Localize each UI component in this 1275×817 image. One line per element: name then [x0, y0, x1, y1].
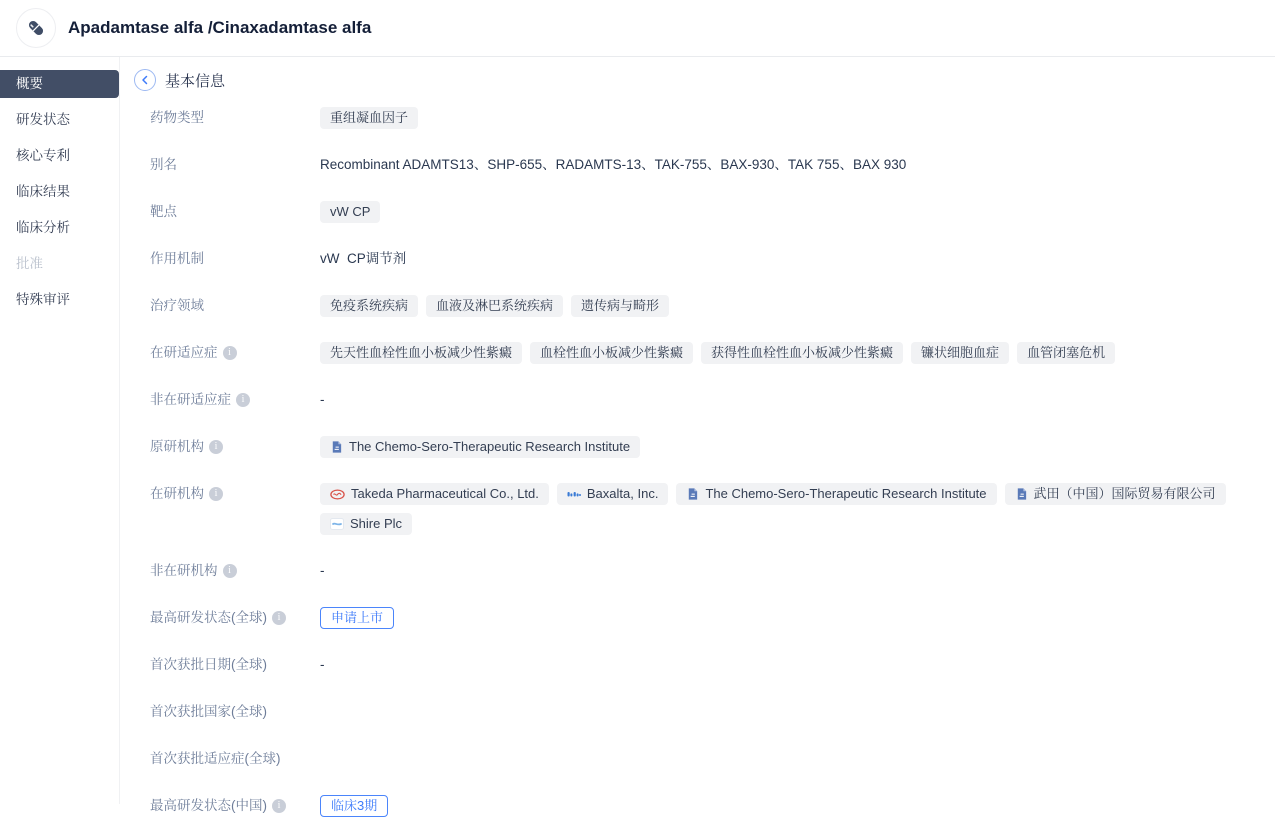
shire-logo-icon — [330, 518, 344, 530]
field-value-active-indications — [320, 342, 1267, 364]
status-tag[interactable]: 申请上市 — [320, 607, 394, 629]
drug-capsule-icon — [16, 8, 56, 48]
info-icon[interactable]: i — [209, 440, 223, 454]
field-label-highest-status-china — [150, 795, 320, 814]
field-label-inactive-orgs — [150, 560, 320, 579]
field-label-inactive-indications — [150, 389, 320, 408]
field-value-mechanism — [320, 248, 1267, 267]
org-name: The Chemo-Sero-Therapeutic Research Institute — [349, 439, 631, 454]
field-row-therapy-areas — [150, 295, 1267, 317]
sidebar-item-special-review[interactable]: 特殊审评 — [16, 292, 70, 307]
sidebar-item-approval: 批准 — [16, 256, 43, 271]
field-label-aliases — [150, 154, 320, 173]
field-label-therapy-areas — [150, 295, 320, 314]
page-title: Apadamtase alfa /Cinaxadamtase alfa — [68, 18, 372, 37]
chevron-left-icon — [139, 74, 151, 86]
status-tag[interactable]: 临床3期 — [320, 795, 388, 817]
sidebar-item-clinical-analysis[interactable]: 临床分析 — [16, 220, 70, 235]
field-value-therapy-areas — [320, 295, 1267, 317]
field-row-first-approval-date-global — [150, 654, 1267, 676]
tag[interactable]: 获得性血栓性血小板减少性紫癜 — [701, 342, 903, 364]
field-label-text: 别名 — [150, 157, 177, 172]
document-icon — [330, 440, 343, 454]
field-label-mechanism — [150, 248, 320, 267]
field-text: - — [320, 657, 325, 672]
info-icon[interactable]: i — [272, 799, 286, 813]
baxalta-logo-icon — [567, 489, 581, 499]
tag[interactable]: 血栓性血小板减少性紫癜 — [530, 342, 693, 364]
sidebar-item-clinical-results[interactable]: 临床结果 — [16, 184, 70, 199]
sidebar-item-core-patents[interactable]: 核心专利 — [16, 148, 70, 163]
field-label-active-orgs — [150, 483, 320, 502]
field-label-text: 首次获批适应症(全球) — [150, 751, 281, 766]
field-value-inactive-indications — [320, 389, 1267, 408]
tag[interactable]: 血液及淋巴系统疾病 — [426, 295, 563, 317]
tag[interactable]: 先天性血栓性血小板减少性紫癜 — [320, 342, 522, 364]
field-label-text: 非在研适应症 — [150, 392, 231, 407]
org-tag[interactable] — [320, 483, 549, 505]
field-value-drug-type — [320, 107, 1267, 129]
info-icon[interactable]: i — [223, 346, 237, 360]
field-label-text: 首次获批国家(全球) — [150, 704, 267, 719]
org-name: Takeda Pharmaceutical Co., Ltd. — [351, 486, 539, 501]
field-label-drug-type — [150, 107, 320, 126]
field-row-originator-org — [150, 436, 1267, 458]
tag[interactable]: 遗传病与畸形 — [571, 295, 669, 317]
sidebar-item-rd-status[interactable]: 研发状态 — [16, 112, 70, 127]
basic-info-fields — [134, 107, 1267, 817]
field-row-inactive-orgs — [150, 560, 1267, 582]
field-text: vW CP调节剂 — [320, 251, 407, 266]
field-label-text: 非在研机构 — [150, 563, 218, 578]
field-text: - — [320, 563, 325, 578]
info-icon[interactable]: i — [223, 564, 237, 578]
takeda-logo-icon — [330, 489, 345, 500]
field-label-text: 作用机制 — [150, 251, 204, 266]
field-row-highest-status-china — [150, 795, 1267, 817]
sidebar-item-overview[interactable]: 概要 — [0, 70, 119, 98]
main-content — [120, 57, 1275, 813]
tag[interactable]: vW CP — [320, 201, 380, 223]
sidebar — [0, 57, 120, 804]
section-title: 基本信息 — [165, 72, 226, 90]
field-value-active-orgs — [320, 483, 1267, 535]
info-icon[interactable]: i — [236, 393, 250, 407]
field-label-text: 治疗领域 — [150, 298, 204, 313]
field-row-aliases — [150, 154, 1267, 176]
field-value-highest-status-china — [320, 795, 1267, 817]
field-label-originator-org — [150, 436, 320, 455]
page-header — [0, 0, 1275, 57]
field-text: - — [320, 392, 325, 407]
field-label-first-approval-date-global — [150, 654, 320, 673]
tag[interactable]: 镰状细胞血症 — [911, 342, 1009, 364]
section-head — [134, 69, 1267, 91]
org-tag[interactable] — [676, 483, 996, 505]
field-label-text: 首次获批日期(全球) — [150, 657, 267, 672]
collapse-sidebar-button[interactable] — [134, 69, 156, 91]
tag[interactable]: 血管闭塞危机 — [1017, 342, 1115, 364]
org-name: The Chemo-Sero-Therapeutic Research Institute — [705, 486, 987, 501]
field-label-text: 在研机构 — [150, 486, 204, 501]
org-name: Shire Plc — [350, 516, 403, 531]
field-label-text: 最高研发状态(中国) — [150, 798, 267, 813]
field-label-text: 药物类型 — [150, 110, 204, 125]
field-text: Recombinant ADAMTS13、SHP-655、RADAMTS-13、TAK-755、BAX-930、TAK 755、BAX 930 — [320, 157, 907, 172]
field-row-targets — [150, 201, 1267, 223]
org-tag[interactable] — [320, 436, 640, 458]
field-row-active-indications — [150, 342, 1267, 364]
field-row-drug-type — [150, 107, 1267, 129]
tag[interactable]: 重组凝血因子 — [320, 107, 418, 129]
org-name: Baxalta, Inc. — [586, 486, 659, 501]
field-label-first-approval-indication-global — [150, 748, 320, 767]
field-row-highest-status-global — [150, 607, 1267, 629]
field-value-targets — [320, 201, 1267, 223]
field-value-aliases — [320, 154, 1267, 173]
org-tag[interactable] — [557, 483, 669, 505]
org-tag[interactable] — [320, 513, 412, 535]
field-label-text: 原研机构 — [150, 439, 204, 454]
org-tag[interactable] — [1005, 483, 1226, 505]
field-label-text: 在研适应症 — [150, 345, 218, 360]
document-icon — [686, 487, 699, 501]
field-value-originator-org — [320, 436, 1267, 458]
field-row-first-approval-country-global — [150, 701, 1267, 723]
field-label-text: 靶点 — [150, 204, 177, 219]
field-value-highest-status-global — [320, 607, 1267, 629]
info-icon[interactable]: i — [272, 611, 286, 625]
field-label-highest-status-global — [150, 607, 320, 626]
field-row-inactive-indications — [150, 389, 1267, 411]
tag[interactable]: 免疫系统疾病 — [320, 295, 418, 317]
org-name: 武田（中国）国际贸易有限公司 — [1033, 486, 1216, 501]
info-icon[interactable]: i — [209, 487, 223, 501]
field-row-first-approval-indication-global — [150, 748, 1267, 770]
document-icon — [1015, 487, 1028, 501]
field-label-targets — [150, 201, 320, 220]
field-row-mechanism — [150, 248, 1267, 270]
field-label-text: 最高研发状态(全球) — [150, 610, 267, 625]
field-label-first-approval-country-global — [150, 701, 320, 720]
field-value-first-approval-date-global — [320, 654, 1267, 673]
field-label-active-indications — [150, 342, 320, 361]
field-value-inactive-orgs — [320, 560, 1267, 579]
field-row-active-orgs — [150, 483, 1267, 535]
